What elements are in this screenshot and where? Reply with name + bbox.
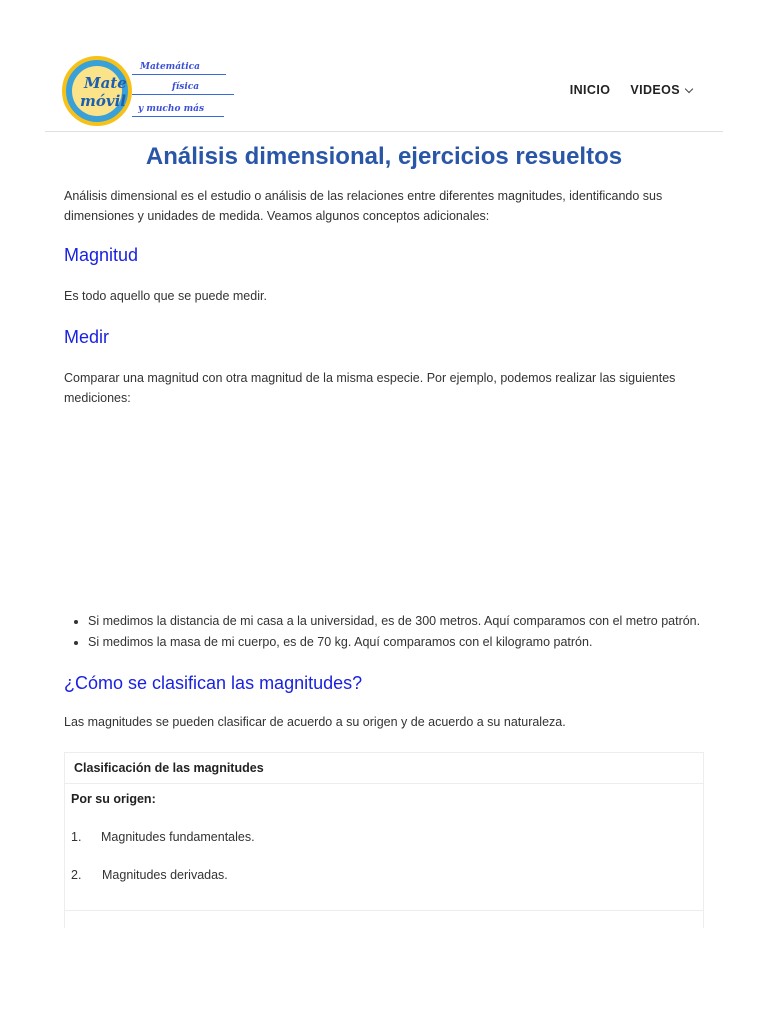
logo-tagline-3: y mucho más xyxy=(138,104,205,114)
logo-text-mate: Mate xyxy=(84,74,127,92)
item-number: 1. xyxy=(71,830,82,844)
examples-list xyxy=(64,611,728,653)
chevron-down-icon xyxy=(685,84,693,92)
table-row xyxy=(65,784,703,911)
page-title: Análisis dimensional, ejercicios resueltos xyxy=(145,143,623,170)
nav-item-videos[interactable] xyxy=(630,83,692,97)
logo-text-movil: móvil xyxy=(80,92,126,110)
ad-placeholder xyxy=(64,412,704,602)
intro-paragraph: Análisis dimensional es el estudio o análisis de las relaciones entre diferentes magnitudes, identificando sus dimensiones y unidades de medida. Veamos algunos conceptos adicionales: xyxy=(64,189,663,223)
heading-clasificacion: ¿Cómo se clasifican las magnitudes? xyxy=(64,673,363,693)
header-divider xyxy=(45,131,723,132)
clasificacion-paragraph: Las magnitudes se pueden clasificar de acuerdo a su origen y de acuerdo a su naturaleza. xyxy=(64,715,566,729)
list-item: • Si medimos la distancia de mi casa a la universidad, es de 300 metros. Aquí comparamos con el metro patrón. xyxy=(88,611,728,632)
table-subheader: Por su origen: xyxy=(71,792,156,806)
nav-item-inicio[interactable] xyxy=(570,83,611,97)
logo-badge xyxy=(62,56,132,126)
site-header xyxy=(0,0,768,132)
item-number: 2. xyxy=(71,868,82,882)
main-nav xyxy=(570,83,692,97)
item-label: Magnitudes derivadas. xyxy=(102,868,228,882)
list-item: • Si medimos la masa de mi cuerpo, es de 70 kg. Aquí comparamos con el kilogramo patrón. xyxy=(88,632,728,653)
heading-medir: Medir xyxy=(64,327,110,347)
heading-magnitud: Magnitud xyxy=(64,245,139,265)
item-label: Magnitudes fundamentales. xyxy=(101,830,255,844)
logo-tagline-2: física xyxy=(172,82,200,92)
table-list-item xyxy=(71,868,228,882)
logo-tagline-1: Matemática xyxy=(140,62,200,72)
nav-label: VIDEOS xyxy=(630,83,680,97)
classification-table xyxy=(64,752,704,928)
magnitud-paragraph: Es todo aquello que se puede medir. xyxy=(64,289,267,303)
table-list-item xyxy=(71,830,255,844)
site-logo[interactable] xyxy=(62,56,242,126)
nav-label: INICIO xyxy=(569,83,611,97)
table-header: Clasificación de las magnitudes xyxy=(65,753,703,784)
medir-paragraph: Comparar una magnitud con otra magnitud de la misma especie. Por ejemplo, podemos realizar las siguientes mediciones: xyxy=(64,371,676,405)
